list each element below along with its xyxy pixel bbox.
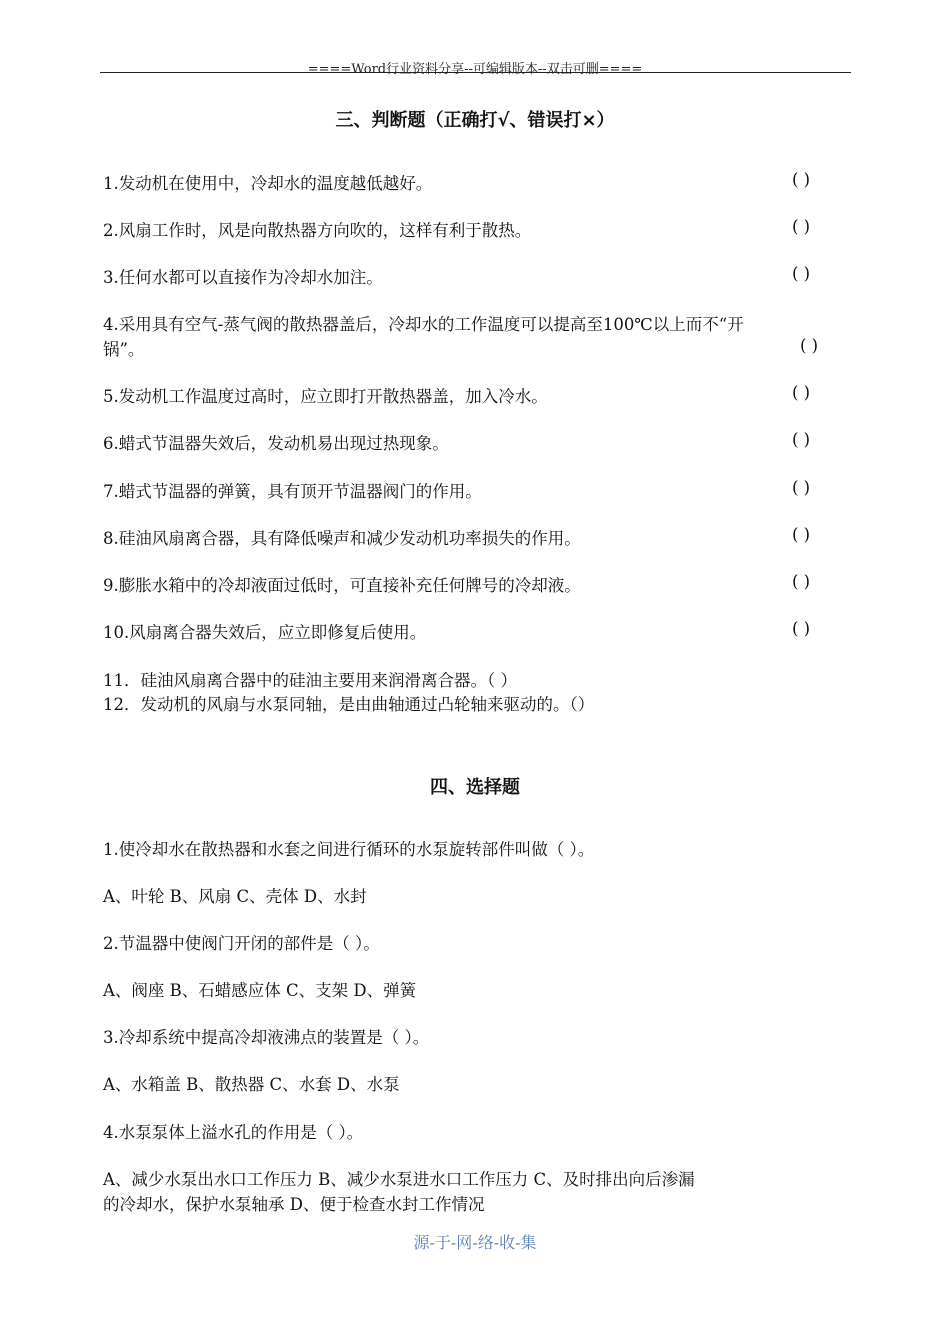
choice-options-4-line1: A、减少水泵出水口工作压力 B、减少水泵进水口工作压力 C、及时排出向后渗漏 [103,1170,695,1189]
choice-question-4: 4.水泵泵体上溢水孔的作用是（ ）。 [103,1123,364,1142]
judgment-item-10: 10.风扇离合器失效后，应立即修复后使用。 [103,623,427,642]
answer-paren-9: ( ) [792,572,811,591]
choice-question-3: 3.冷却系统中提高冷却液沸点的装置是（ ）。 [103,1028,430,1047]
answer-paren-6: ( ) [792,430,811,449]
answer-paren-1: ( ) [792,170,811,189]
footer-text: 源-于-网-络-收-集 [413,1233,537,1252]
judgment-item-4-line2: 锅”。 [103,340,145,359]
header-rule [100,72,851,73]
answer-paren-3: ( ) [792,264,811,283]
answer-paren-8: ( ) [792,525,811,544]
choice-options-4-line2: 的冷却水，保护水泵轴承 D、便于检查水封工作情况 [103,1195,485,1214]
judgment-item-9: 9.膨胀水箱中的冷却液面过低时，可直接补充任何牌号的冷却液。 [103,576,581,595]
judgment-item-7: 7.蜡式节温器的弹簧，具有顶开节温器阀门的作用。 [103,482,482,501]
judgment-item-4-line1: 4.采用具有空气-蒸气阀的散热器盖后，冷却水的工作温度可以提高至100℃以上而不“开 [103,315,744,334]
judgment-item-12: 12．发动机的风扇与水泵同轴，是由曲轴通过凸轮轴来驱动的。（） [103,695,595,714]
choice-options-2: A、阀座 B、石蜡感应体 C、支架 D、弹簧 [103,981,417,1000]
header-text: ====Word行业资料分享--可编辑版本--双击可删==== [307,62,643,77]
answer-paren-10: ( ) [792,619,811,638]
answer-paren-2: ( ) [792,217,811,236]
choice-options-3: A、水箱盖 B、散热器 C、水套 D、水泵 [103,1075,400,1094]
judgment-item-6: 6.蜡式节温器失效后，发动机易出现过热现象。 [103,434,449,453]
judgment-item-3: 3.任何水都可以直接作为冷却水加注。 [103,268,383,287]
judgment-item-5: 5.发动机工作温度过高时，应立即打开散热器盖，加入冷水。 [103,387,548,406]
section-title-judgment: 三、判断题（正确打√、错误打×） [335,110,615,131]
judgment-item-1: 1.发动机在使用中，冷却水的温度越低越好。 [103,174,433,193]
choice-question-1: 1.使冷却水在散热器和水套之间进行循环的水泵旋转部件叫做（ ）。 [103,840,595,859]
choice-question-2: 2.节温器中使阀门开闭的部件是（ ）。 [103,934,380,953]
judgment-item-2: 2.风扇工作时，风是向散热器方向吹的，这样有利于散热。 [103,221,532,240]
section-title-choice: 四、选择题 [430,777,520,798]
judgment-item-8: 8.硅油风扇离合器，具有降低噪声和减少发动机功率损失的作用。 [103,529,581,548]
choice-options-1: A、叶轮 B、风扇 C、壳体 D、水封 [103,887,367,906]
answer-paren-5: ( ) [792,383,811,402]
judgment-item-11: 11．硅油风扇离合器中的硅油主要用来润滑离合器。（ ） [103,671,517,690]
answer-paren-7: ( ) [792,478,811,497]
answer-paren-4: ( ) [800,336,819,355]
